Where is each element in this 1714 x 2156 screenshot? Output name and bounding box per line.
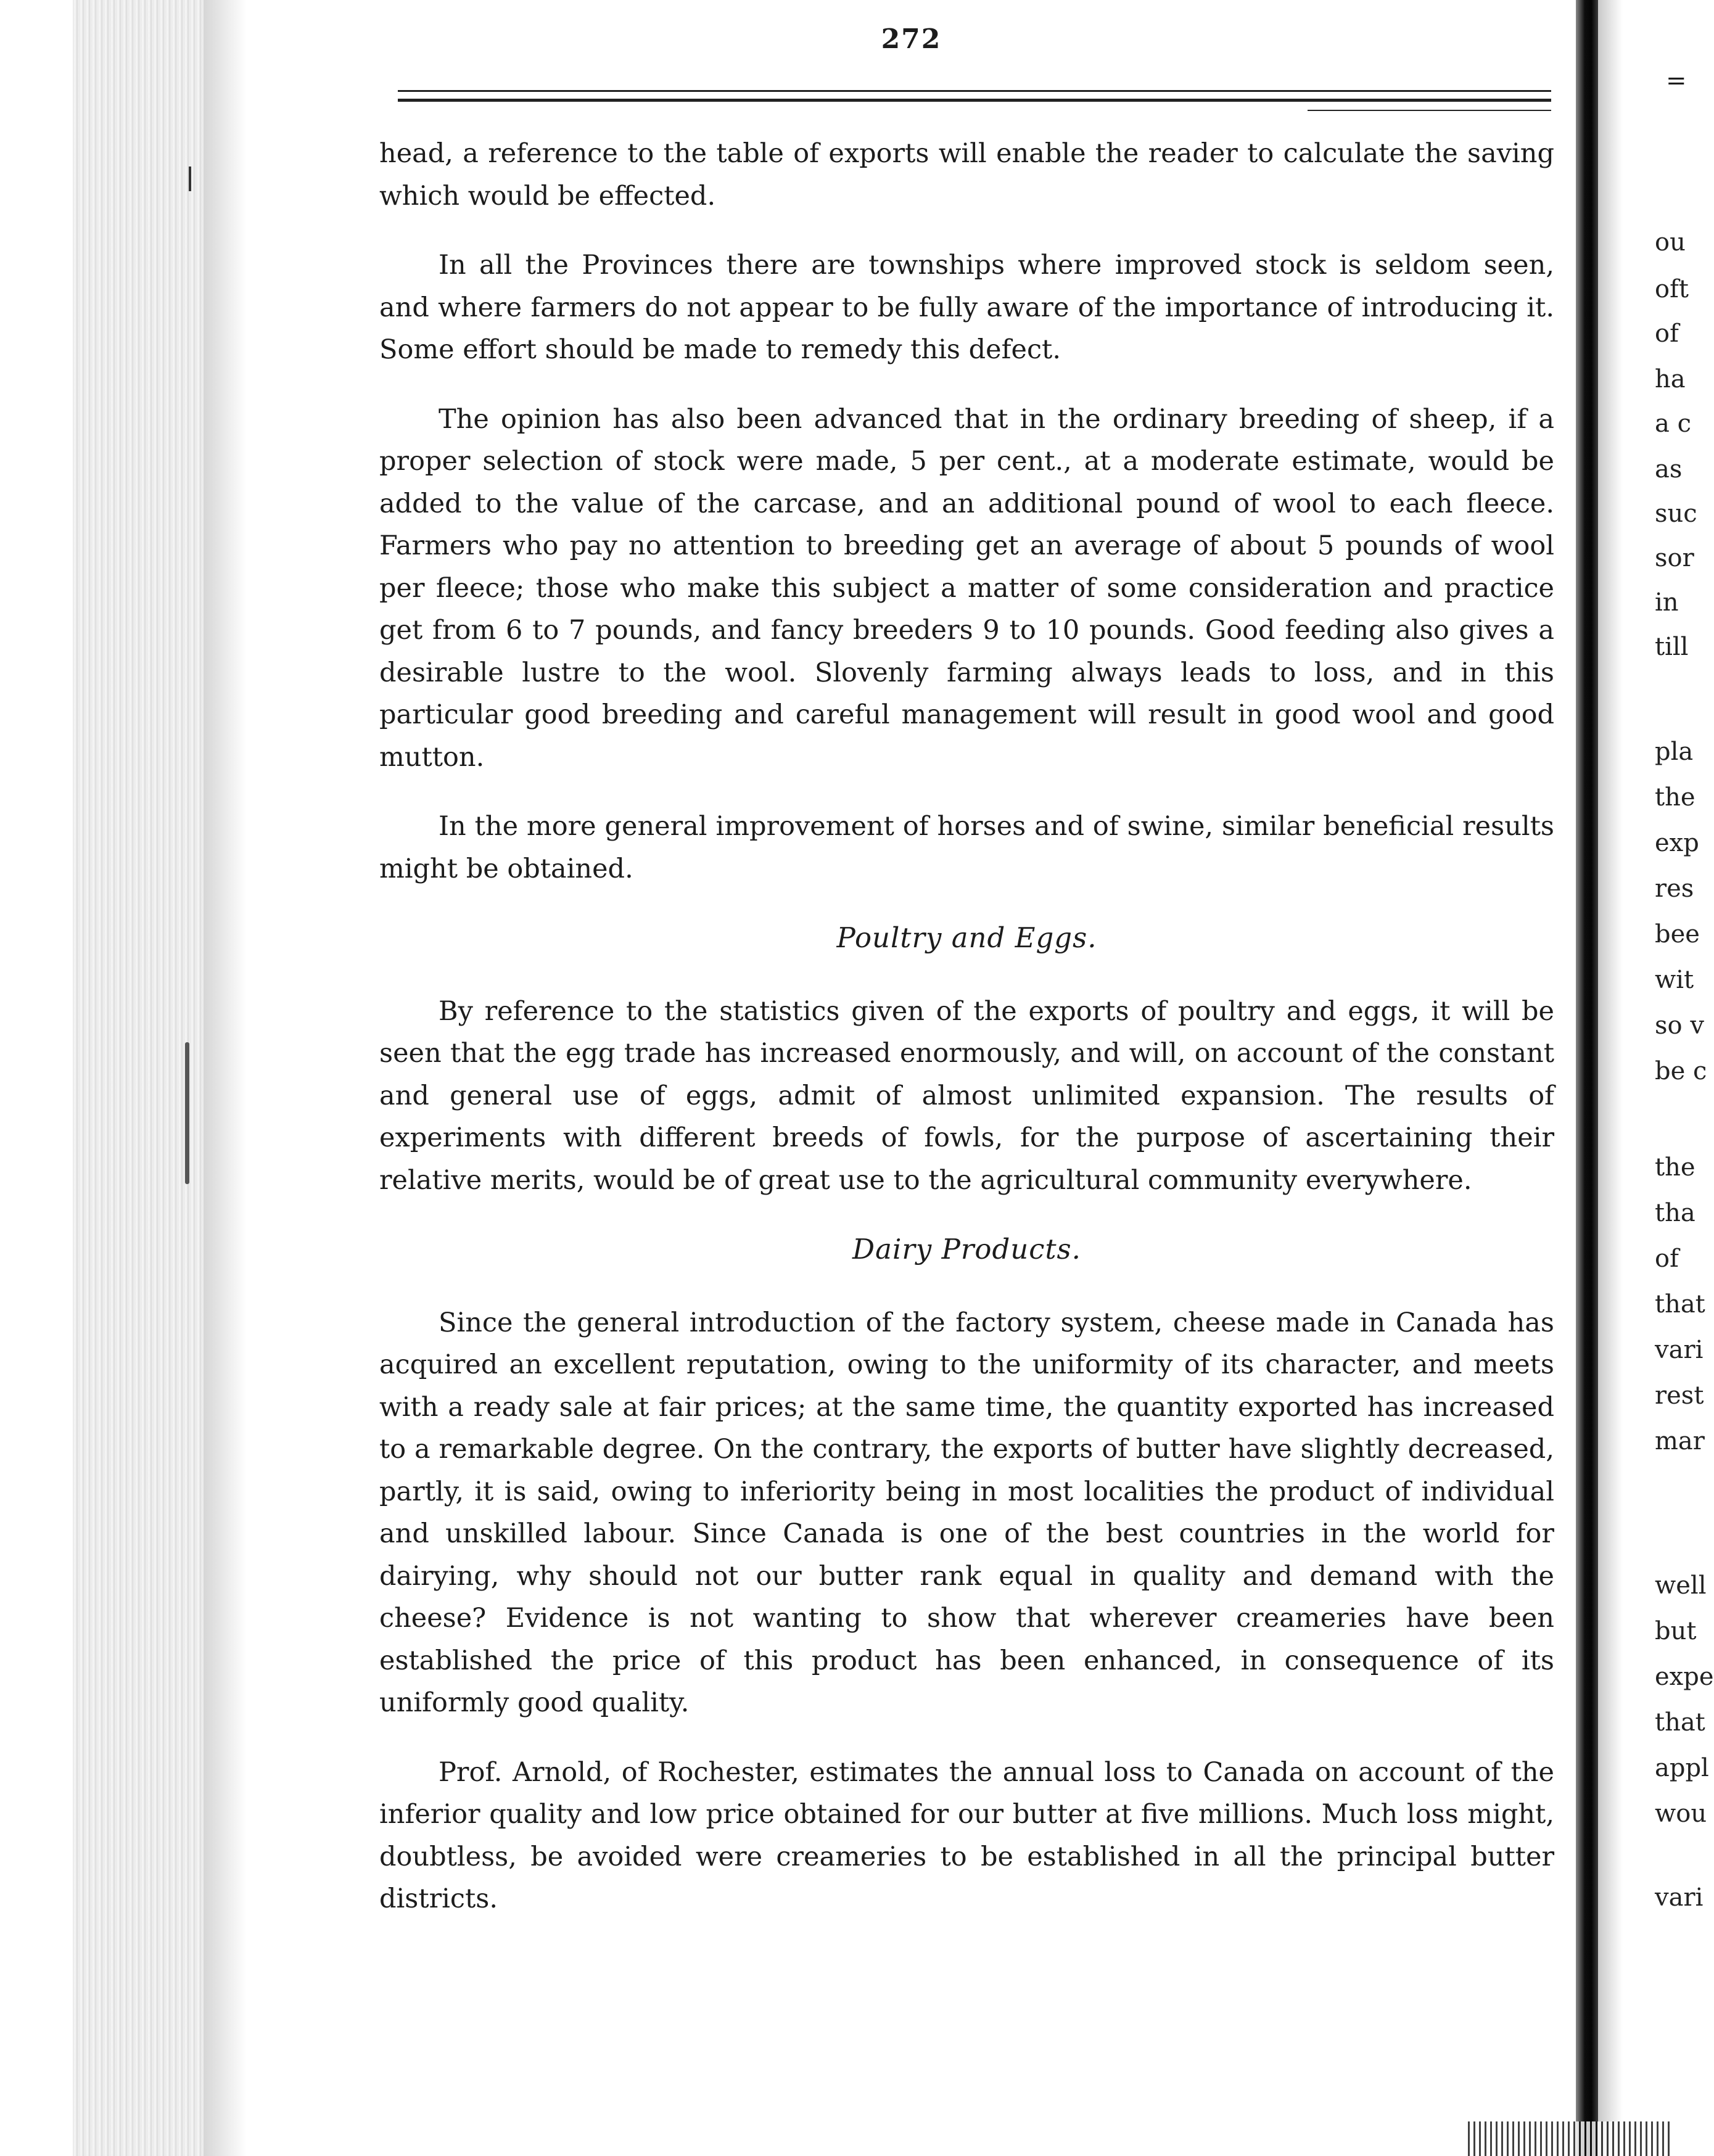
facing-page bbox=[1623, 0, 1714, 2156]
margin-mark-small bbox=[189, 167, 191, 191]
facing-fragment: as bbox=[1655, 455, 1683, 483]
facing-fragment: vari bbox=[1655, 1883, 1704, 1912]
facing-fragment: of bbox=[1655, 1245, 1679, 1273]
page-number: 272 bbox=[881, 23, 942, 55]
facing-fragment: of bbox=[1655, 319, 1679, 348]
paragraph-continuation: head, a reference to the table of exports will enable the reader to calculate the saving which would be effected. bbox=[379, 138, 1554, 212]
section-heading-dairy: Dairy Products. bbox=[852, 1233, 1081, 1265]
facing-fragment: till bbox=[1655, 633, 1689, 661]
header-rule-thick bbox=[398, 99, 1551, 102]
page-body bbox=[379, 133, 1554, 1948]
facing-fragment: rest bbox=[1655, 1381, 1704, 1410]
book-page bbox=[247, 0, 1576, 2156]
header-rule-short bbox=[1308, 110, 1551, 111]
facing-fragment: tha bbox=[1655, 1199, 1695, 1227]
section-heading-poultry: Poultry and Eggs. bbox=[836, 921, 1097, 954]
paragraph-sheep-breeding: The opinion has also been advanced that in the ordinary breeding of sheep, if a proper selection of stock were made, 5 per cent., at a moderate estimate, would be added to the value of the carcase, and an additional pound of wool to each fleece. Farmers who pay no attention to breeding get an average of about 5 pounds of wool per fleece; those who make this subject a matter of some consideration and practice get from 6 to 7 pounds, and fancy breeders 9 to 10 pounds. Good feeding also gives a desirable lustre to the wool. Slovenly farming always leads to loss, and in this particular good breeding and careful management will result in good wool and good mutton. bbox=[379, 403, 1554, 773]
facing-fragment: be c bbox=[1655, 1057, 1707, 1085]
facing-fragment: that bbox=[1655, 1708, 1705, 1737]
facing-fragment: well bbox=[1655, 1571, 1707, 1600]
facing-fragment: mar bbox=[1655, 1427, 1705, 1455]
facing-fragment: expe bbox=[1655, 1663, 1714, 1691]
facing-fragment: wou bbox=[1655, 1800, 1707, 1828]
facing-fragment: but bbox=[1655, 1617, 1697, 1645]
facing-fragment: vari bbox=[1655, 1336, 1704, 1364]
facing-fragment: res bbox=[1655, 874, 1694, 903]
paragraph-horses-swine: In the more general improvement of horses and of swine, similar beneficial results might be obtained. bbox=[379, 811, 1554, 884]
facing-fragment: ha bbox=[1655, 365, 1686, 393]
facing-fragment: oft bbox=[1655, 275, 1689, 303]
facing-fragment: ou bbox=[1655, 228, 1686, 257]
margin-mark bbox=[185, 1042, 189, 1184]
facing-fragment: bee bbox=[1655, 920, 1700, 948]
facing-top-mark: = bbox=[1666, 67, 1687, 95]
facing-fragment: a c bbox=[1655, 409, 1691, 438]
facing-fragment: that bbox=[1655, 1290, 1705, 1319]
gutter-shadow bbox=[1598, 0, 1623, 2156]
facing-fragment: sor bbox=[1655, 544, 1694, 572]
facing-fragment: pla bbox=[1655, 738, 1694, 766]
facing-fragment: in bbox=[1655, 588, 1679, 617]
facing-fragment: the bbox=[1655, 1153, 1695, 1182]
paragraph-poultry: By reference to the statistics given of the exports of poultry and eggs, it will be seen that the egg trade has increased enormously, and will, on account of the constant and general use of eggs, admit of almost unlimited expansion. The results of experiments with different breeds of fowls, for the purpose of ascertaining their relative merits, would be of great use to the agricultural community everywhere. bbox=[379, 995, 1554, 1196]
scan-edge-noise bbox=[1468, 2121, 1671, 2156]
facing-fragment: so v bbox=[1655, 1011, 1704, 1040]
facing-fragment: wit bbox=[1655, 966, 1694, 994]
header-rule bbox=[398, 90, 1551, 92]
facing-fragment: exp bbox=[1655, 829, 1699, 857]
paragraph-dairy-loss: Prof. Arnold, of Rochester, estimates the annual loss to Canada on account of the inferior quality and low price obtained for our butter at five millions. Much loss might, doubtless, be avoided were creameries to be established in all the principal butter districts. bbox=[379, 1756, 1554, 1914]
paragraph-dairy-cheese: Since the general introduction of the factory system, cheese made in Canada has acquired an excellent reputation, owing to the uniformity of its character, and meets with a ready sale at fair prices; at the same time, the quantity exported has increased to a remarkable degree. On the contrary, the exports of butter have slightly decreased, partly, it is said, owing to inferiority being in most localities the product of individual and unskilled labour. Since Canada is one of the best countries in the world for dairying, why should not our butter rank equal in quality and demand with the cheese? Evidence is not wanting to show that wherever creameries have been established the price of this product has been enhanced, in consequence of its uniformly good quality. bbox=[379, 1307, 1554, 1718]
facing-fragment: appl bbox=[1655, 1754, 1709, 1782]
book-gutter bbox=[1576, 0, 1598, 2156]
page-edge-shadow bbox=[204, 0, 247, 2156]
paragraph-townships: In all the Provinces there are townships where improved stock is seldom seen, and where farmers do not appear to be fully aware of the importance of introducing it. Some effort should be made to remedy this defect. bbox=[379, 250, 1554, 365]
facing-fragment: suc bbox=[1655, 500, 1697, 528]
facing-fragment: the bbox=[1655, 783, 1695, 812]
